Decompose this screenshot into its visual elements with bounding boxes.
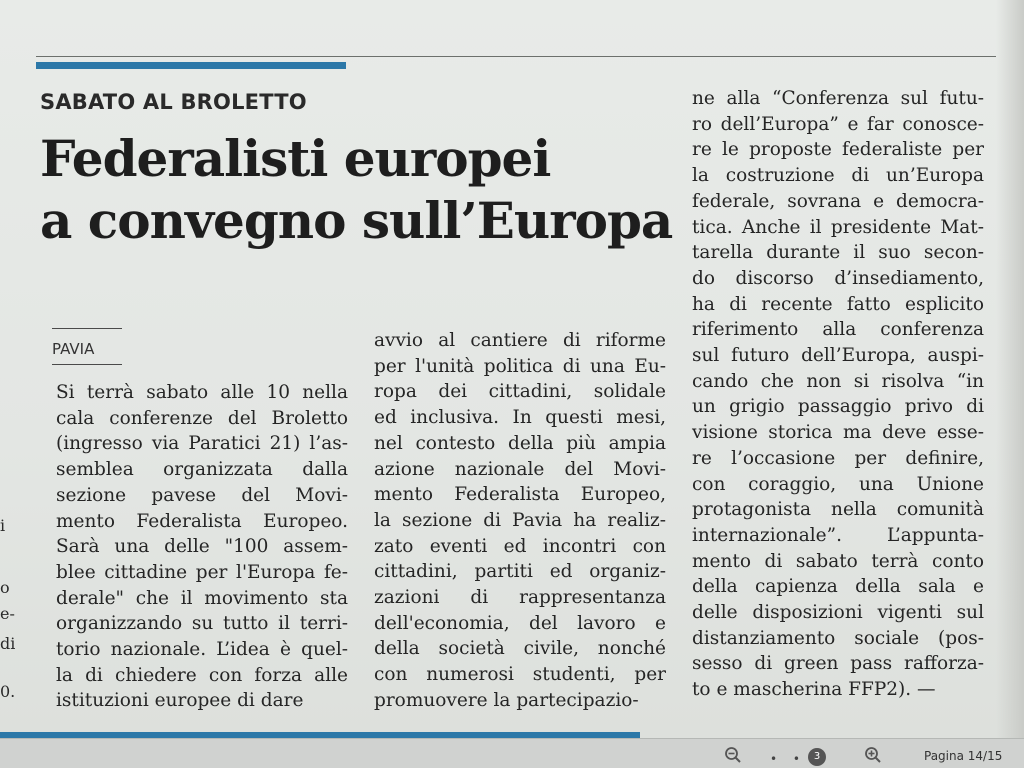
article-line: tarella durante il suo secon-: [692, 242, 984, 264]
article-column-3: [692, 86, 984, 703]
article-line: mento Federalista Europeo,: [374, 484, 666, 506]
article-line: visione storica ma deve esse-: [692, 422, 984, 444]
article-line: semblea organizzata dalla: [56, 459, 348, 481]
article-line: federale, sovrana e democra-: [692, 190, 984, 212]
article-line: do discorso d’insediamento,: [692, 267, 984, 289]
current-page-indicator[interactable]: 3: [808, 748, 826, 766]
article-line: torio nazionale. L’idea è quel-: [56, 639, 348, 661]
article-line: protagonista nella comunità: [692, 499, 984, 521]
article-kicker: SABATO AL BROLETTO: [40, 90, 307, 114]
article-line: con coraggio, una Unione: [692, 473, 984, 495]
article-line: derale" che il movimento sta: [56, 587, 348, 609]
margin-fragment: 0.: [0, 682, 16, 701]
article-line: to e mascherina FFP2). —: [692, 679, 936, 701]
headline-line-1: Federalisti europei: [40, 129, 551, 188]
article-line: cala conferenze del Broletto: [56, 407, 348, 429]
article-column-1: [56, 380, 348, 714]
article-line: con numerosi studenti, per: [374, 664, 666, 686]
page-dots[interactable]: • •: [770, 752, 806, 766]
article-line: promuovere la partecipazio-: [374, 689, 639, 711]
article-line: istituzioni europee di dare: [56, 690, 304, 712]
article-line: sul futuro dell’Europa, auspi-: [692, 345, 984, 367]
article-line: ha di recente fatto esplicito: [692, 293, 984, 315]
article-line: cittadini, partiti ed organiz-: [374, 561, 666, 583]
article-line: mento Federalista Europeo.: [56, 510, 348, 532]
headline-line-2: a convegno sull’Europa: [40, 191, 673, 250]
article-line: la di chiedere con forza alle: [56, 664, 348, 686]
article-line: internazionale”. L’appunta-: [692, 524, 984, 546]
article-column-2: [374, 328, 666, 714]
article-line: distanziamento sociale (pos-: [692, 627, 984, 649]
article-line: ro dell’Europa” e far conosce-: [692, 113, 984, 135]
article-line: ed inclusiva. In questi mesi,: [374, 407, 666, 429]
article-line: azione nazionale del Movi-: [374, 458, 666, 480]
article-line: ne alla “Conferenza sul futu-: [692, 88, 984, 109]
article-line: avvio al cantiere di riforme: [374, 330, 666, 351]
article-line: blee cittadine per l'Europa fe-: [56, 561, 348, 583]
article-line: re le proposte federaliste per: [692, 139, 984, 161]
place-rule-top: [52, 328, 122, 329]
article-line: Si terrà sabato alle 10 nella: [56, 382, 348, 403]
top-rule: [36, 56, 996, 57]
zoom-out-icon[interactable]: [724, 746, 742, 764]
margin-fragment: di: [0, 634, 16, 653]
article-line: tica. Anche il presidente Mat-: [692, 216, 984, 238]
article-line: zato eventi ed incontri con: [374, 535, 666, 557]
page-edge-shade: [996, 0, 1024, 738]
article-line: cando che non si risolva “in: [692, 370, 984, 392]
article-line: sezione pavese del Movi-: [56, 484, 348, 506]
article-line: riferimento alla conferenza: [692, 319, 984, 341]
article-line: Sarà una delle "100 assem-: [56, 536, 348, 558]
article-headline: [40, 128, 680, 252]
article-line: mento di sabato terrà conto: [692, 550, 984, 572]
margin-fragment: e-: [0, 604, 15, 623]
margin-fragment: o: [0, 578, 10, 597]
article-line: delle disposizioni vigenti sul: [692, 602, 984, 624]
article-line: zazioni di rappresentanza: [374, 587, 666, 609]
article-line: della società civile, nonché: [374, 638, 666, 660]
margin-fragment: i: [0, 516, 6, 535]
article-line: per l'unità politica di una Eu-: [374, 355, 666, 377]
article-line: ropa dei cittadini, solidale: [374, 381, 666, 403]
article-line: (ingresso via Paratici 21) l’as-: [56, 433, 348, 455]
article-line: re l’occasione per definire,: [692, 447, 984, 469]
article-line: dell'economia, del lavoro e: [374, 612, 666, 634]
article-line: nel contesto della più ampia: [374, 432, 666, 454]
article-line: la sezione di Pavia ha realiz-: [374, 509, 666, 531]
article-place: PAVIA: [52, 340, 95, 358]
article-line: un grigio passaggio privo di: [692, 396, 984, 418]
zoom-in-icon[interactable]: [864, 746, 882, 764]
article-line: della capienza della sala e: [692, 576, 984, 598]
place-rule-bottom: [52, 364, 122, 365]
article-line: organizzando su tutto il terri-: [56, 613, 348, 635]
page-count-label: Pagina 14/15: [924, 749, 1003, 763]
article-line: la costruzione di un’Europa: [692, 165, 984, 187]
section-accent-bar: [36, 62, 346, 69]
article-line: sesso di green pass rafforza-: [692, 653, 984, 675]
